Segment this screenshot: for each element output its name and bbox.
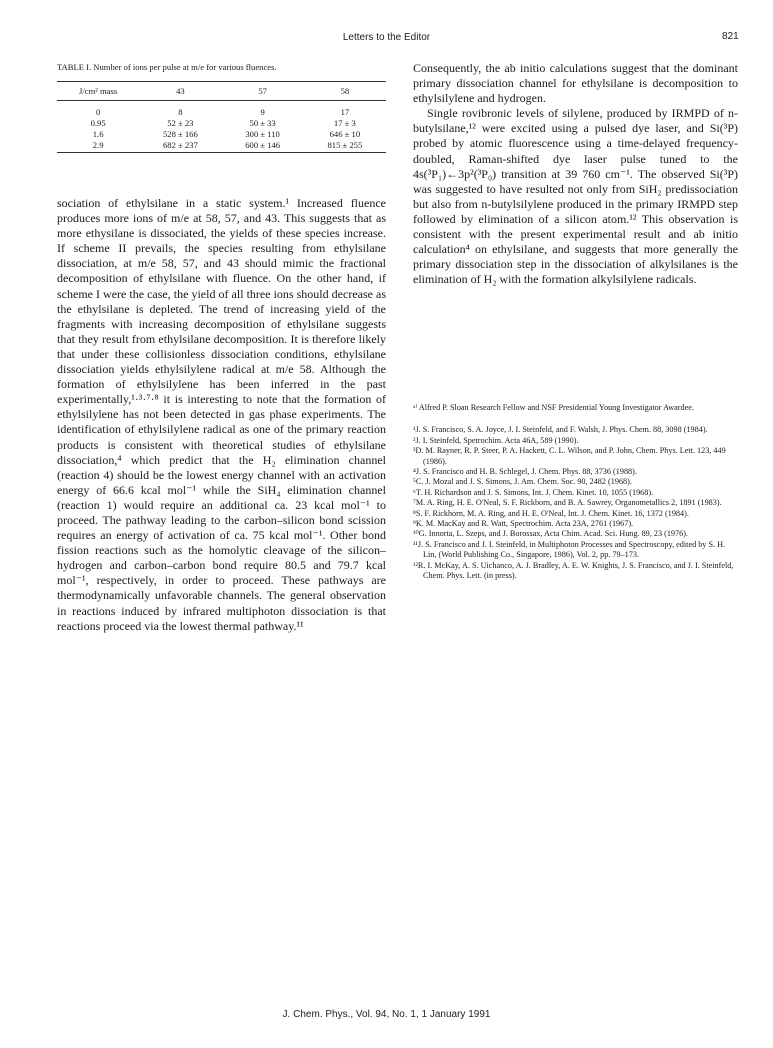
footnotes xyxy=(413,403,738,582)
reference-item: ⁶T. H. Richardson and J. S. Simons, Int. J. Chem. Kinet. 10, 1055 (1968). xyxy=(413,487,654,497)
table-row xyxy=(57,118,386,129)
table-header-cell: 58 xyxy=(304,82,386,101)
table-caption: TABLE I. Number of ions per pulse at m/e for various fluences. xyxy=(57,62,277,72)
reference-item: ⁵C. J. Mozal and J. S. Simons, J. Am. Chem. Soc. 90, 2482 (1968). xyxy=(413,477,632,487)
award-footnote: ᵃ⁾ Alfred P. Sloan Research Fellow and NSF Presidential Young Investigator Awardee. xyxy=(413,403,694,412)
reference-item: ¹²R. I. McKay, A. S. Uichanco, A. J. Bradley, A. E. W. Knights, J. S. Francisco, and J. I. Steinfeld, Chem. Phys. Lett. (in press). xyxy=(413,560,734,581)
table-bottom-rule xyxy=(57,153,386,154)
reference-item: ⁹K. M. MacKay and R. Watt, Spectrochim. Acta 23A, 2761 (1967). xyxy=(413,519,634,529)
table-cell: 300 ± 110 xyxy=(245,129,280,139)
table-cell: 52 ± 23 xyxy=(167,118,194,128)
reference-item: ⁴J. S. Francisco and H. B. Schlegel, J. Chem. Phys. 88, 3736 (1988). xyxy=(413,467,637,477)
body-paragraph: Consequently, the ab initio calculations suggest that the dominant primary dissociation channel for ethylsilane is decomposition to ethylsilylene and hydrogen. xyxy=(413,61,738,106)
table-cell: 2.9 xyxy=(92,140,104,150)
reference-item: ³D. M. Rayner, R. P. Steer, P. A. Hackett, C. L. Wilson, and P. John, Chem. Phys. Lett. 123, 449 (1986). xyxy=(413,446,726,466)
table-cell: 1.6 xyxy=(92,129,104,139)
table-cell: 17 ± 3 xyxy=(333,118,356,128)
left-column-body xyxy=(57,196,386,634)
table-header-cell: J/cm² mass xyxy=(57,82,139,101)
left-column xyxy=(57,62,386,153)
reference-item: ¹⁰G. Innorta, L. Szeps, and J. Borossax, Acta Chim. Acad. Sci. Hung. 89, 23 (1976). xyxy=(413,529,688,539)
table-cell: 600 ± 146 xyxy=(245,140,281,150)
reference-item: ⁸S. F. Rickhorn, M. A. Ring, and H. E. O'Neal, Int. J. Chem. Kinet. 16, 1372 (1984). xyxy=(413,508,689,518)
table-cell: 815 ± 255 xyxy=(327,140,363,150)
table-cell: 50 ± 33 xyxy=(249,118,276,128)
right-column xyxy=(413,61,738,287)
table-row xyxy=(57,140,386,153)
body-paragraph: sociation of ethylsilane in a static system.¹ Increased fluence produces more ions of m/e at 58, 57, and 43. This suggests that as more ethysilane is dissociated, the yields of these species increase. If scheme II prevails, the species resulting from ethylsilane dissociation, at m/e 58, 57, and 43 should mimic the fractional decomposition of ethylsilane with fluence. On the other hand, if scheme I were the case, the yield of all three ions should decrease as the ethylsilane is depleted. The trend of increasing yield of the fragments with increasing decomposition of ethylsilane suggests that they result from ethylsilane decomposition. It is therefore likely that under these collisionless dissociation conditions, ethylsilane dissociation yields ethylsilylene radical at m/e 58. Although the formation of ethylsilylene has been inferred in the past experimentally,¹·³·⁷·⁸ it is interesting to note that the formation of ethylsilylene has not been detected in gas phase experiments. The identification of ethylsilylene radical as one of the primary reaction products is consistent with theoretical studies of ethylsilane dissociation,⁴ which predict that the H₂ elimination channel (reaction 4) should be the lowest energy channel with an activation energy of 66.6 kcal mol⁻¹ while the SiH₄ elimination channel (reaction 1) would require an additional ca. 23 kcal mol⁻¹ to proceed. The pathway leading to the carbon–silicon bond scission requires an energy of activation of ca. 75 kcal mol⁻¹. Other bond fission reactions such as the homolytic cleavage of the silicon–hydrogen and carbon–carbon bond require 80.5 and 79.7 kcal mol⁻¹, respectively, in order to proceed. These pathways are thermodynamically unfavorable channels. The general observation in reactions induced by infrared multiphoton dissociation is that reactions proceed via the lowest thermal pathway.¹¹ xyxy=(57,196,386,633)
ions-table xyxy=(57,81,386,153)
reference-item: ²J. I. Steinfeld, Spetrochim. Acta 46A, 589 (1990). xyxy=(413,435,579,445)
body-paragraph: Single rovibronic levels of silylene, produced by IRMPD of n-butylsilane,¹² were excited using a pulsed dye laser, and Si(³P) probed by atomic fluorescence using a time-delayed frequency-doubled, Raman-shifted dye laser pulse tuned to the 4s(³P₁)←3p²(³P₀) transition at 39 760 cm⁻¹. The observed Si(³P) was suggested to have resulted not only from SiH₂ predissociation but also from n-butylsilylene produced in the primary IRMPD step followed by elimination of a silicon atom.¹² This observation is consistent with the present experimental result and ab initio calculation⁴ on ethylsilane, and suggests that more generally the primary dissociation step in the dissociation of alkylsilanes is the elimination of H₂ with the formation alkylsilylene radicals. xyxy=(413,106,738,287)
table-cell: 646 ± 10 xyxy=(329,129,361,139)
page-number: 821 xyxy=(722,31,739,42)
reference-item: ⁷M. A. Ring, H. E. O'Neal, S. F. Rickborn, and B. A. Sawrey, Organometallics 2, 1891 (1983). xyxy=(413,498,722,508)
table-cell: 682 ± 237 xyxy=(162,140,198,150)
table-header-row xyxy=(57,82,386,101)
table-cell: 528 ± 166 xyxy=(162,129,198,139)
table-header-cell: 43 xyxy=(139,82,221,101)
reference-item: ¹J. S. Francisco, S. A. Joyce, J. I. Steinfeld, and F. Walsh, J. Phys. Chem. 88, 3098 (1984). xyxy=(413,425,708,435)
table-cell: 0 xyxy=(95,107,101,117)
table-header-cell: 57 xyxy=(222,82,304,101)
journal-citation: J. Chem. Phys., Vol. 94, No. 1, 1 January 1991 xyxy=(282,1009,491,1020)
table-cell: 17 xyxy=(340,107,350,117)
table-row xyxy=(57,129,386,140)
reference-item: ¹¹J. S. Francisco and J. I. Steinfeld, in Multiphoton Processes and Spectroscopy, edited by S. H. Lin, (World Publishing Co., Singapore, 1986), Vol. 2, pp. 79–173. xyxy=(413,539,726,560)
table-cell: 0.95 xyxy=(90,118,106,128)
table-row xyxy=(57,101,386,119)
table-cell: 9 xyxy=(260,107,265,117)
table-cell: 8 xyxy=(178,107,183,117)
running-title: Letters to the Editor xyxy=(342,32,431,43)
